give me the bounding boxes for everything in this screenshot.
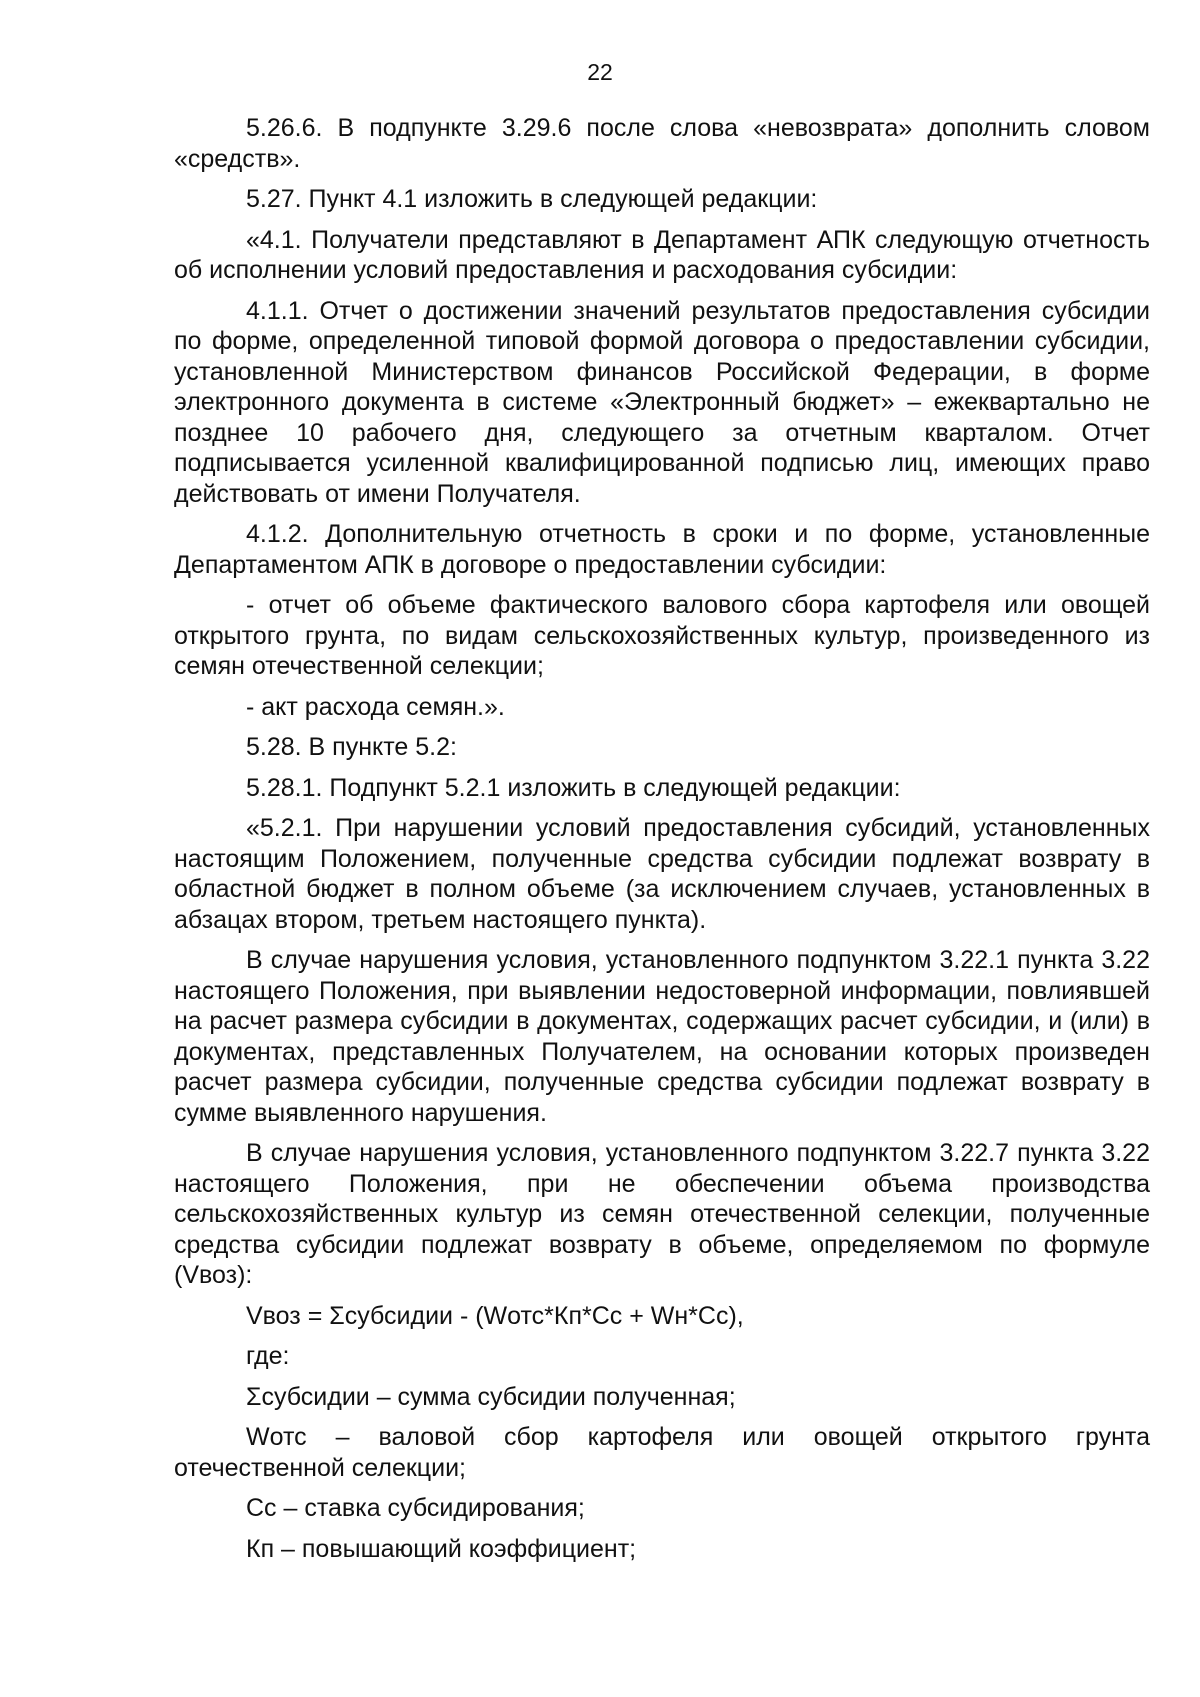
document-body [174, 113, 1150, 1574]
paragraph-4-1-2: 4.1.2. Дополнительную отчетность в сроки и по форме, установленные Департаментом АПК в договоре о предоставлении субсидии: [174, 520, 1150, 579]
definition-wots: Wотс – валовой сбор картофеля или овощей открытого грунта отечественной селекции; [174, 1423, 1150, 1482]
paragraph-5-28-1: 5.28.1. Подпункт 5.2.1 изложить в следующей редакции: [246, 773, 901, 802]
definition-sum-subsidy: Σсубсидии – сумма субсидии полученная; [246, 1382, 736, 1411]
paragraph-5-2-1: «5.2.1. При нарушении условий предоставления субсидий, установленных настоящим Положением, полученные средства субсидии подлежат возврату в областной бюджет в полном объеме (за исключением случаев, установленных в абзацах втором, третьем настоящего пункта). [174, 814, 1150, 934]
list-item-seed-act: - акт расхода семян.». [246, 692, 505, 721]
formula-where: где: [246, 1342, 290, 1370]
definition-kp: Кп – повышающий коэффициент; [246, 1534, 637, 1563]
paragraph-5-27: 5.27. Пункт 4.1 изложить в следующей редакции: [246, 185, 818, 213]
definition-cc: Сс – ставка субсидирования; [246, 1494, 585, 1522]
paragraph-5-26-6: 5.26.6. В подпункте 3.29.6 после слова «невозврата» дополнить словом «средств». [174, 114, 1150, 173]
paragraph-5-28: 5.28. В пункте 5.2: [246, 733, 457, 761]
list-item-harvest-report: - отчет об объеме фактического валового сбора картофеля или овощей открытого грунта, по видам сельскохозяйственных культур, произведенного из семян отечественной селекции; [174, 591, 1150, 680]
paragraph-4-1: «4.1. Получатели представляют в Департамент АПК следующую отчетность об исполнении условий предоставления и расходования субсидии: [174, 225, 1150, 284]
page-number: 22 [587, 59, 613, 85]
paragraph-4-1-1: 4.1.1. Отчет о достижении значений результатов предоставления субсидии по форме, определенной типовой формой договора о предоставлении субсидии, установленной Министерством финансов Российской Федерации, в форме электронного документа в системе «Электронный бюджет» – ежеквартально не позднее 10 рабочего дня, следующего за отчетным кварталом. Отчет подписывается усиленной квалифицированной подписью лиц, имеющих право действовать от имени Получателя. [174, 296, 1150, 508]
formula: Vвоз = Σсубсидии - (Wотс*Кп*Сс + Wн*Сс), [246, 1301, 744, 1330]
paragraph-violation-3-22-7: В случае нарушения условия, установленного подпунктом 3.22.7 пункта 3.22 настоящего Положения, при не обеспечении объема производства сельскохозяйственных культур из семян отечественной селекции, полученные средства субсидии подлежат возврату в объеме, определяемом по формуле (Vвоз): [174, 1139, 1150, 1289]
paragraph-violation-3-22-1: В случае нарушения условия, установленного подпунктом 3.22.1 пункта 3.22 настоящего Положения, при выявлении недостоверной информации, повлиявшей на расчет размера субсидии в документах, содержащих расчет субсидии, и (или) в документах, представленных Получателем, на основании которых произведен расчет размера субсидии, полученные средства субсидии подлежат возврату в сумме выявленного нарушения. [174, 946, 1150, 1127]
